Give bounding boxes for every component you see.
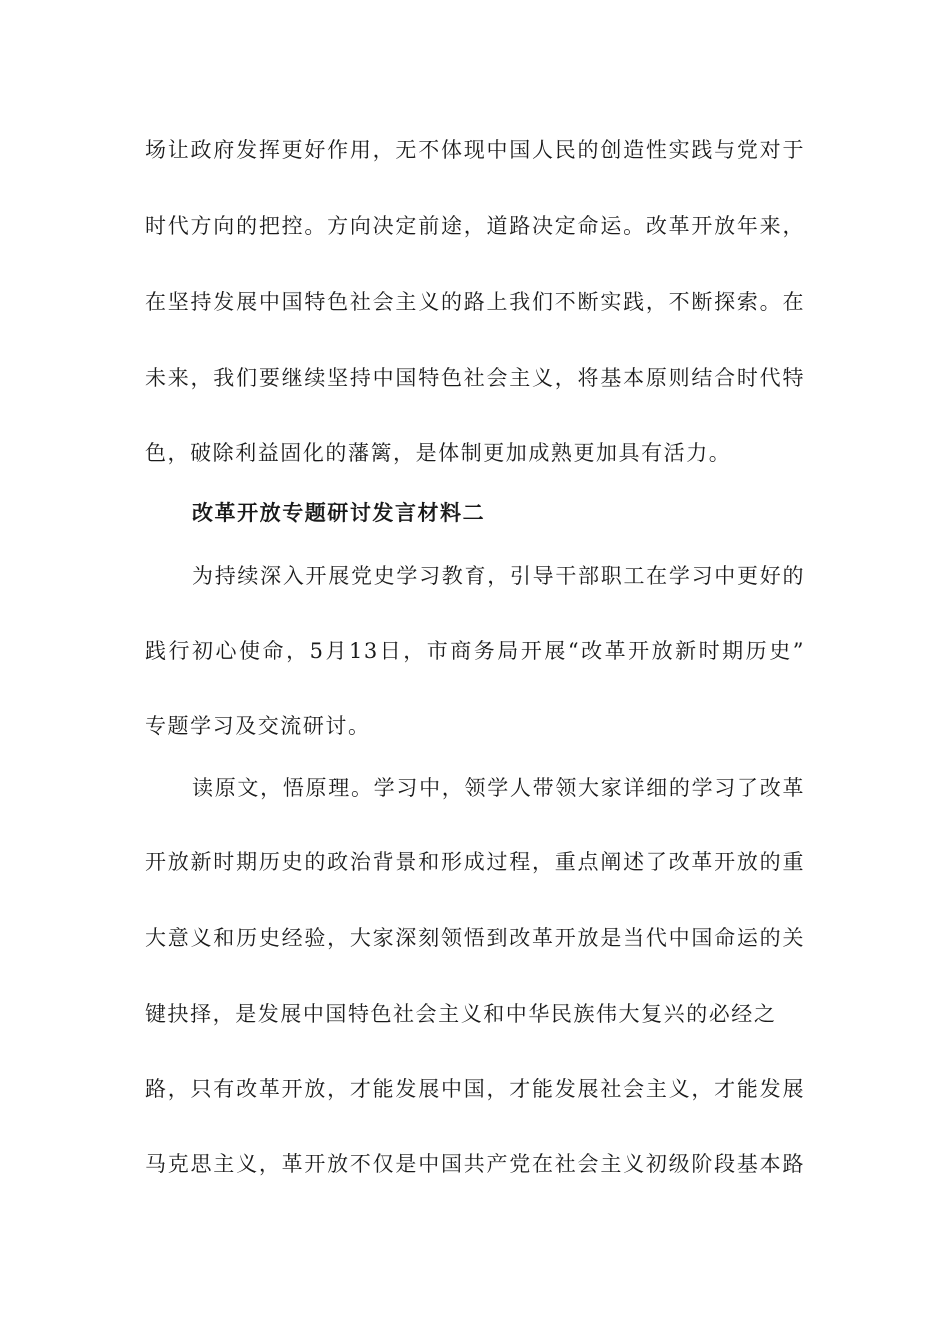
paragraph-1-line-1: 场让政府发挥更好作用，无不体现中国人民的创造性实践与党对于 xyxy=(145,138,805,162)
paragraph-1-line-5: 色，破除利益固化的藩篱，是体制更加成熟更加具有活力。 xyxy=(145,441,732,465)
paragraph-3-line-3: 大意义和历史经验，大家深刻领悟到改革开放是当代中国命运的关 xyxy=(145,926,805,950)
paragraph-1-line-4: 未来，我们要继续坚持中国特色社会主义，将基本原则结合时代特 xyxy=(145,366,805,390)
paragraph-3-line-2: 开放新时期历史的政治背景和形成过程，重点阐述了改革开放的重 xyxy=(145,850,805,874)
paragraph-1-line-3: 在坚持发展中国特色社会主义的路上我们不断实践，不断探索。在 xyxy=(145,290,805,314)
paragraph-2-line-1: 为持续深入开展党史学习教育，引导干部职工在学习中更好的 xyxy=(192,564,805,588)
paragraph-3-line-6: 马克思主义，革开放不仅是中国共产党在社会主义初级阶段基本路 xyxy=(145,1152,805,1176)
paragraph-3-line-1: 读原文，悟原理。学习中，领学人带领大家详细的学习了改革 xyxy=(192,776,805,800)
paragraph-1-line-2: 时代方向的把控。方向决定前途，道路决定命运。改革开放年来， xyxy=(145,214,805,238)
paragraph-3-line-4: 键抉择，是发展中国特色社会主义和中华民族伟大复兴的必经之 xyxy=(145,1002,777,1026)
section-heading: 改革开放专题研讨发言材料二 xyxy=(192,500,486,525)
paragraph-2-line-2: 践行初心使命，5月13日，市商务局开展“改革开放新时期历史” xyxy=(145,639,805,663)
paragraph-2-line-3: 专题学习及交流研讨。 xyxy=(145,714,371,738)
paragraph-3-line-5: 路，只有改革开放，才能发展中国，才能发展社会主义，才能发展 xyxy=(145,1077,805,1101)
